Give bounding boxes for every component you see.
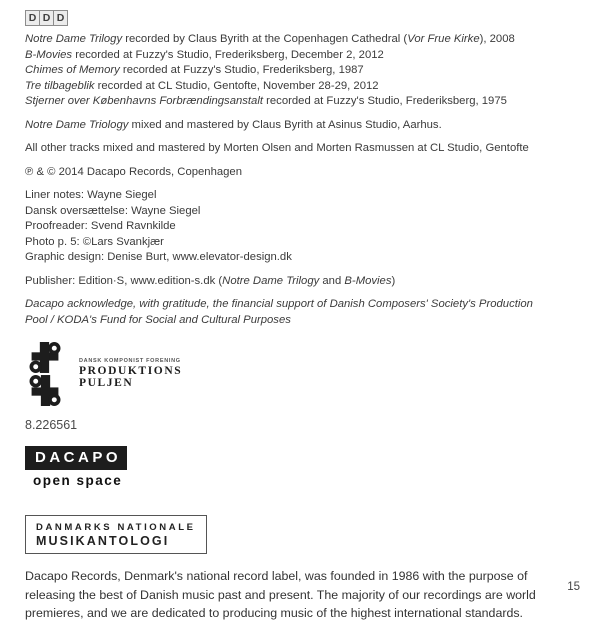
komponistforening-logo-mark [25, 342, 65, 406]
recording-credit-line: Notre Dame Trilogy recorded by Claus Byrith at the Copenhagen Cathedral (Vor Frue Kirke), 2008 [25, 33, 515, 45]
catalog-number: 8.226561 [25, 418, 78, 432]
anthology-logo-box [25, 515, 207, 554]
recording-credit-line: B-Movies recorded at Fuzzy's Studio, Frederiksberg, December 2, 2012 [25, 48, 384, 61]
funding-puljen-label: PULJEN [79, 377, 134, 389]
funding-logo-text [79, 358, 182, 389]
anthology-line-1: DANMARKS NATIONALE [36, 522, 196, 533]
funding-produktions-label: PRODUKTIONS [79, 365, 183, 377]
credit-liner-notes: Liner notes: Wayne Siegel [25, 189, 157, 201]
funding-org-name: DANSK KOMPONIST FORENING [79, 358, 181, 364]
acknowledgment-text: Dacapo acknowledge, with gratitude, the financial support of Danish Composers' Society's Production Pool / KODA's Fund for Social and Cultural Purposes [25, 298, 533, 326]
recording-credit-line: Stjerner over Københavns Forbrændingsanstalt recorded at Fuzzy's Studio, Frederiksberg, 1975 [25, 95, 507, 107]
recording-credit-line: Tre tilbageblik recorded at CL Studio, Gentofte, November 28-29, 2012 [25, 79, 379, 92]
spars-letter: D [53, 10, 68, 26]
copyright-line: ℗ & © 2014 Dacapo Records, Copenhagen [25, 165, 242, 178]
credit-graphic-design: Graphic design: Denise Burt, www.elevator-design.dk [25, 251, 292, 263]
spars-letter: D [39, 10, 54, 26]
recording-credit-line: Chimes of Memory recorded at Fuzzy's Studio, Frederiksberg, 1987 [25, 64, 364, 76]
dacapo-tagline: open space [33, 473, 123, 488]
spars-code-ddd-badge [25, 10, 67, 26]
mixing-credit-other: All other tracks mixed and mastered by Morten Olsen and Morten Rasmussen at CL Studio, Gentofte [25, 142, 529, 154]
spars-letter: D [25, 10, 40, 26]
anthology-line-2: MUSIKANTOLOGI [36, 534, 170, 548]
dacapo-logo: DACAPO [25, 446, 127, 470]
recording-credits [25, 32, 578, 110]
funding-logo-block [25, 342, 578, 406]
page-number: 15 [567, 581, 580, 593]
label-description: Dacapo Records, Denmark's national record label, was founded in 1986 with the purpose of releasing the best of Danish music past and present. The majority of our recordings are world premieres, and we are dedicated to producing music of the highest international standards. [25, 569, 536, 620]
mixing-credit-notre-dame: Notre Dame Triology mixed and mastered by Claus Byrith at Asinus Studio, Aarhus. [25, 118, 442, 131]
credit-proofreader: Proofreader: Svend Ravnkilde [25, 220, 176, 232]
publisher-line: Publisher: Edition·S, www.edition-s.dk (Notre Dame Trilogy and B-Movies) [25, 274, 396, 287]
credit-photo: Photo p. 5: ©Lars Svankjær [25, 235, 164, 248]
production-credits [25, 188, 578, 266]
credit-translation: Dansk oversættelse: Wayne Siegel [25, 204, 201, 217]
